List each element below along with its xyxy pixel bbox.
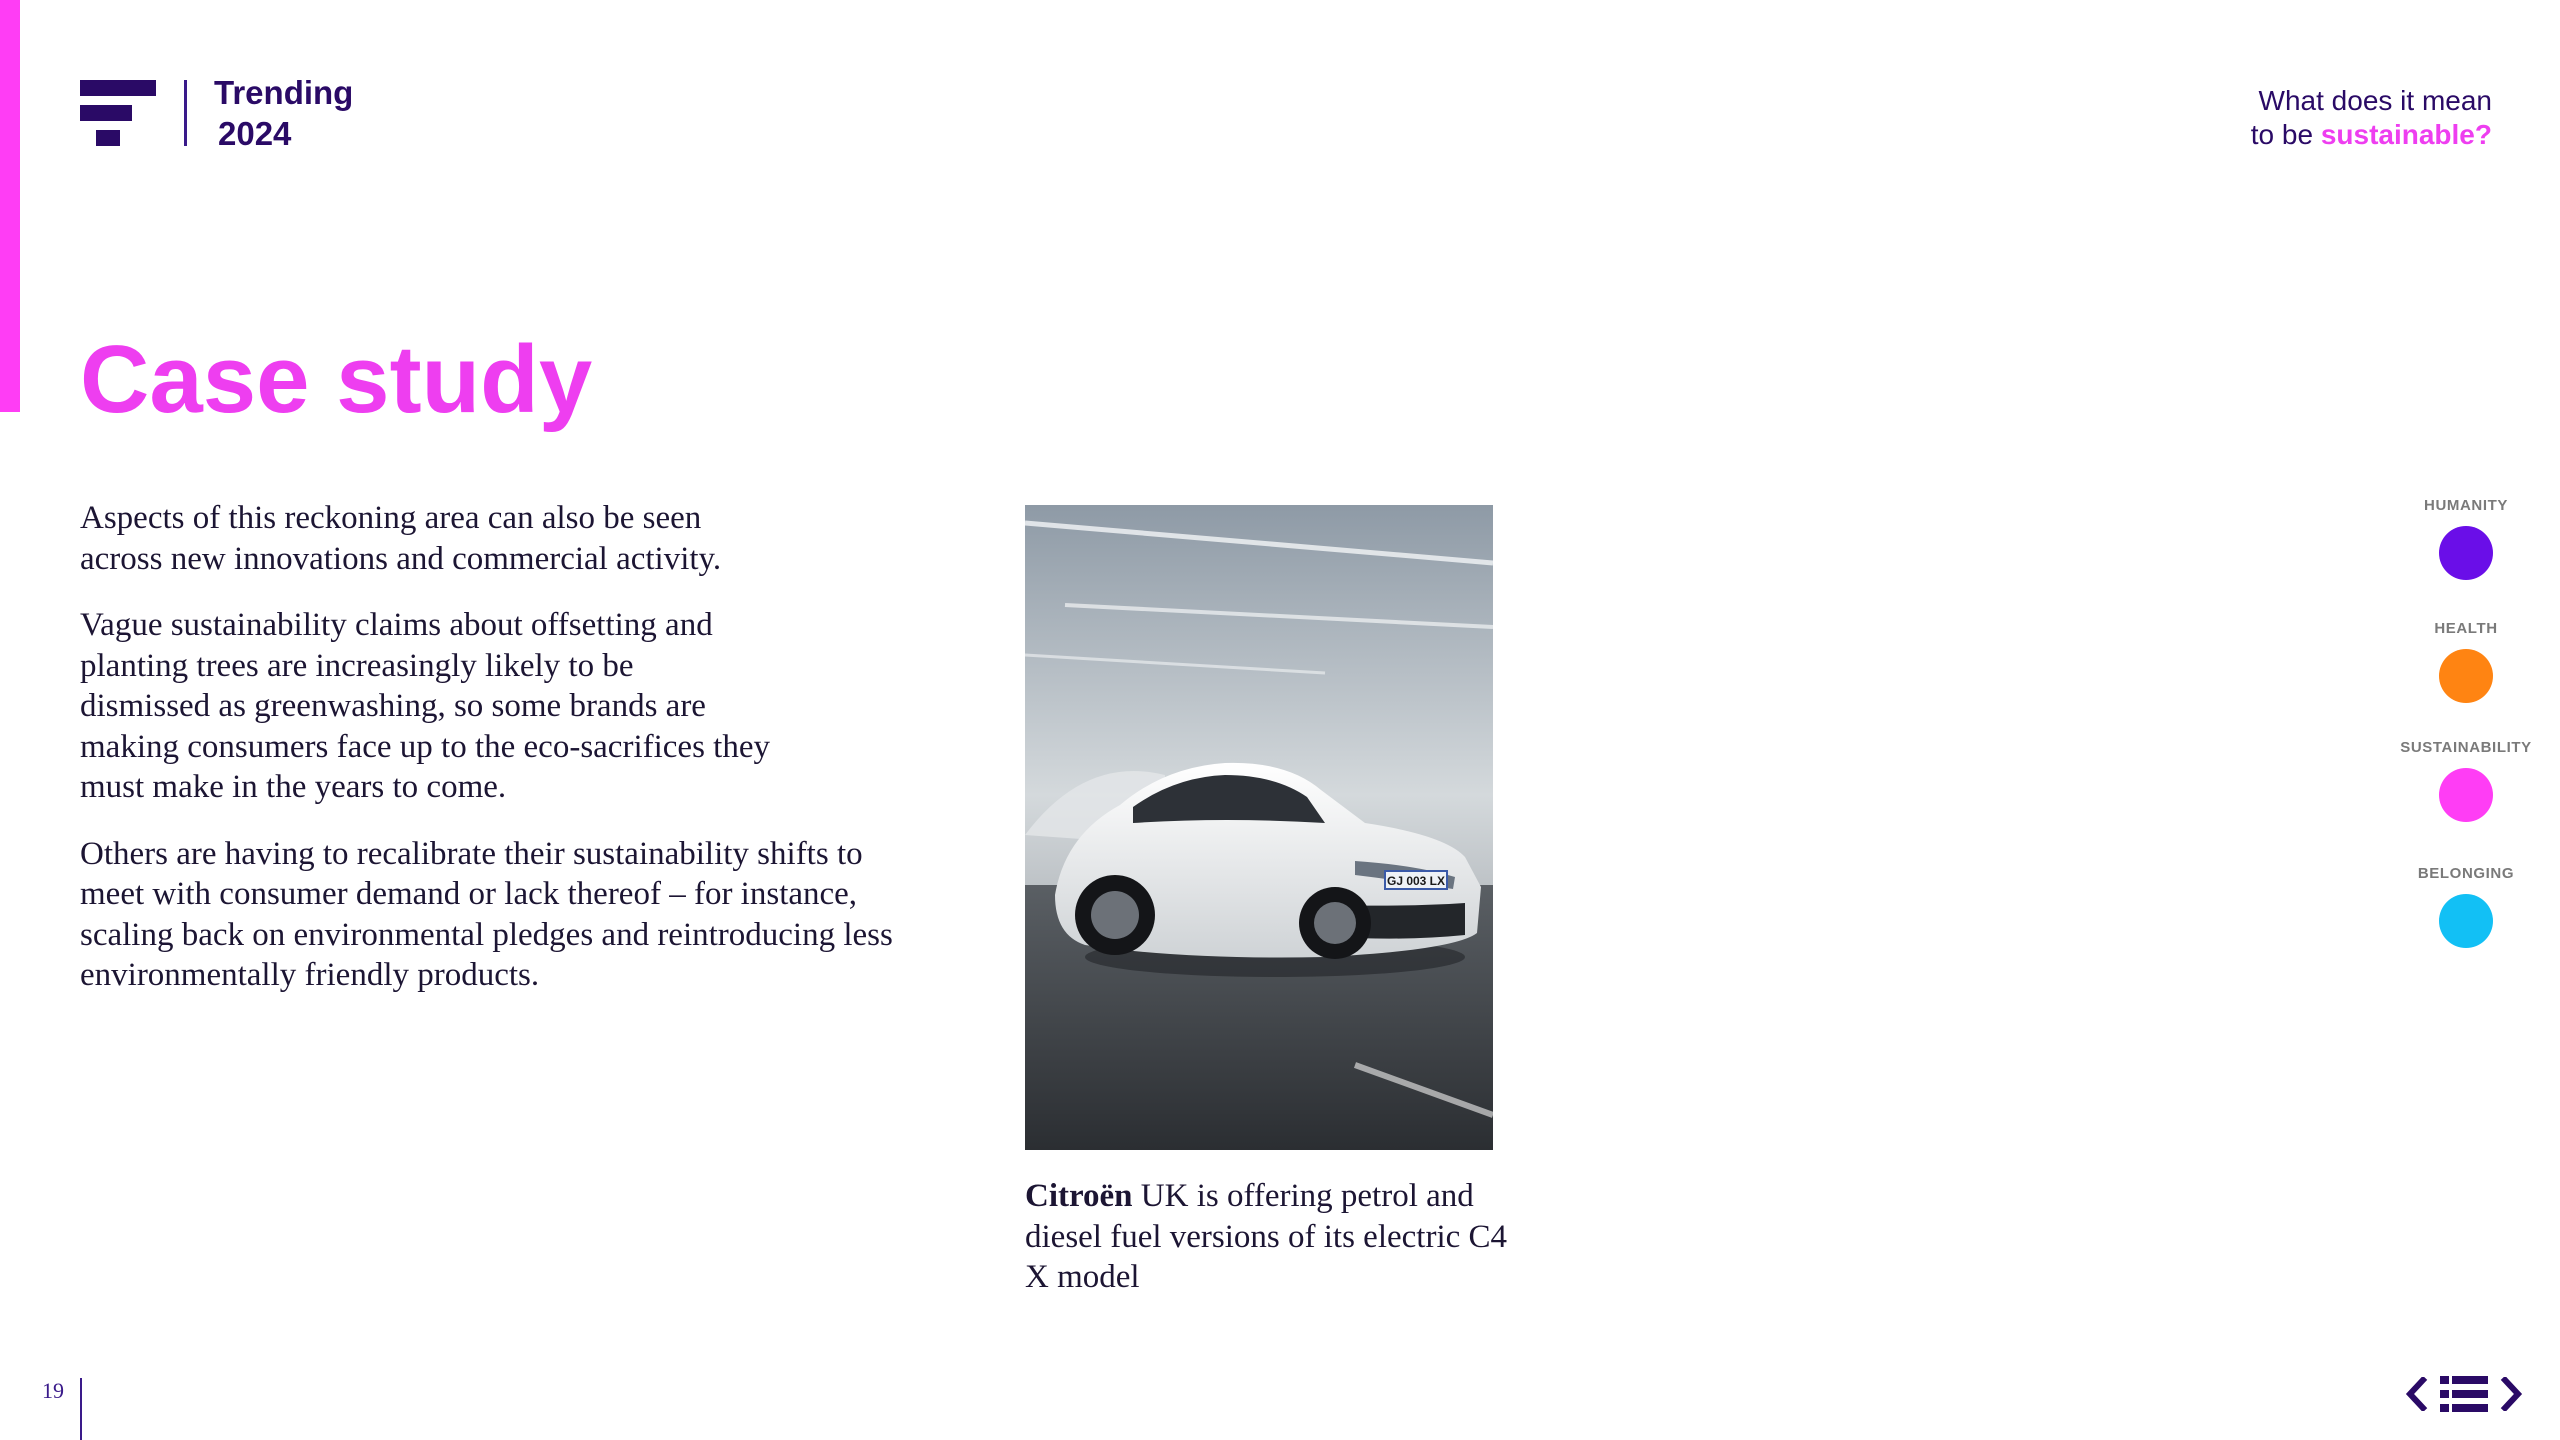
category-label: HEALTH [2434,620,2498,637]
category-dot [2439,649,2493,703]
chevron-left-icon[interactable] [2404,1377,2428,1411]
car-photo [1025,505,1493,1150]
brand-line-2: 2024 [218,115,292,152]
question-highlight: sustainable? [2320,119,2492,150]
logo-divider [184,80,187,146]
question-line-1: What does it mean [2258,85,2492,116]
paragraph-2: Vague sustainability claims about offsetting and planting trees are increasingly likely to be dismissed as greenwashing, so some brands are making consumers face up to the eco-sacrifices they must make in the years to come. [80,607,770,805]
category-label: SUSTAINABILITY [2400,739,2532,756]
category-belonging[interactable] [2391,865,2541,948]
caption-brand: Citroën [1025,1178,1133,1214]
category-label: BELONGING [2417,865,2515,882]
page-title: Case study [80,326,593,433]
brand-title [214,72,353,154]
category-sustainability[interactable] [2391,739,2541,822]
car-plate-text: GJ 003 LX [1386,874,1446,888]
brand-logo-icon [80,80,156,146]
chevron-right-icon[interactable] [2500,1377,2524,1411]
list-icon[interactable] [2440,1376,2488,1412]
footer-divider [80,1378,82,1440]
slide-navigation [2404,1376,2524,1412]
category-label: HUMANITY [2424,497,2508,514]
question-prefix: to be [2250,119,2321,150]
section-question [2251,84,2492,152]
category-dot [2439,894,2493,948]
body-text [80,498,960,1022]
category-health[interactable] [2391,620,2541,703]
caption-text: UK is offering petrol and diesel fuel versions of its electric C4 X model [1025,1178,1508,1295]
brand-line-1: Trending [214,74,354,111]
paragraph-3: Others are having to recalibrate their sustainability shifts to meet with consumer demand or lack thereof – for instance, scaling back on environmental pledges and reintroducing less environmentally friendly products. [80,835,893,993]
question-line-2 [2251,118,2492,152]
paragraph-1: Aspects of this reckoning area can also be seen across new innovations and commercial activity. [80,500,722,577]
photo-caption [1025,1176,1525,1298]
category-humanity[interactable] [2391,497,2541,580]
category-dot [2439,768,2493,822]
category-dot [2439,526,2493,580]
side-accent-bar [0,0,20,412]
page-number: 19 [42,1378,64,1403]
